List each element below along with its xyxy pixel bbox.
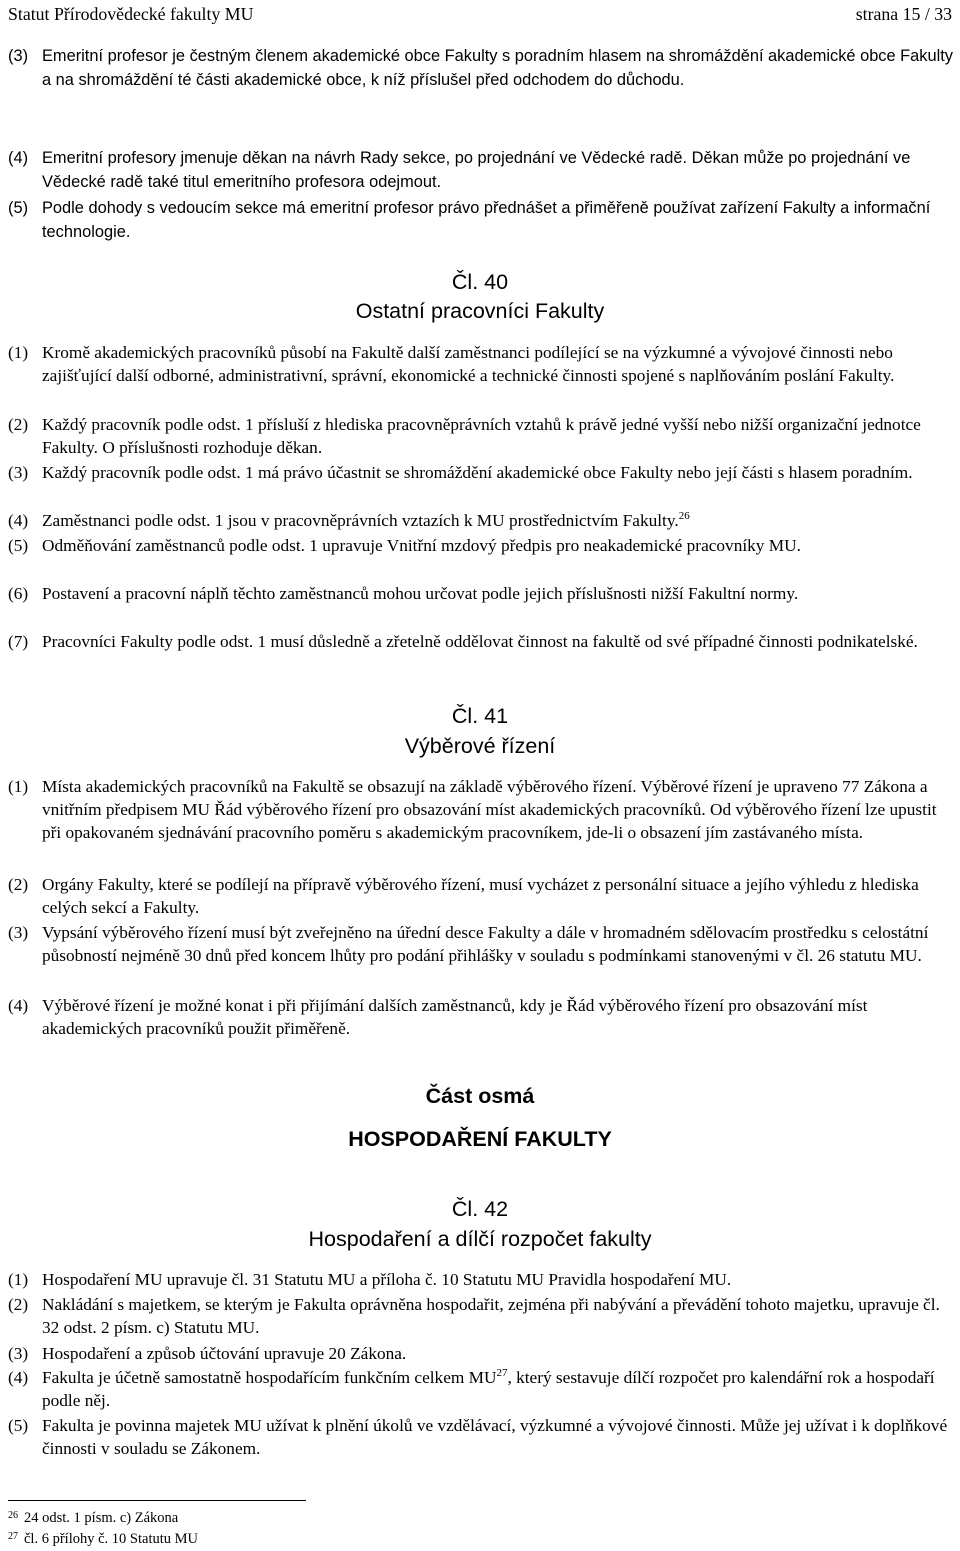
art42-paragraph-3: (3) Hospodaření a způsob účtování upravuje 20 Zákona. [8, 1344, 407, 1363]
art40-paragraph-7: (7) Pracovníci Fakulty podle odst. 1 musí důsledně a zřetelně oddělovat činnost na fakultě od své případné činnosti podnikatelské. [8, 632, 918, 651]
footnote-ref-27[interactable]: 27 [496, 1367, 508, 1379]
page-number: strana 15 / 33 [855, 4, 952, 24]
article-41-title: Výběrové řízení [404, 734, 556, 758]
art40-paragraph-1: (1) Kromě akademických pracovníků působí na Fakultě další zaměstnanci podílející se na výzkumné a vývojové činnosti nebo zajišťující další odborné, administrativní, správní, ekonomické a technické činnosti spojené s naplňováním poslání Fakulty. [8, 343, 895, 386]
art42-paragraph-1: (1) Hospodaření MU upravuje čl. 31 Statutu MU a příloha č. 10 Statutu MU Pravidla hospodaření MU. [8, 1270, 732, 1289]
art42-paragraph-4: (4) Fakulta je účetně samostatně hospodařícím funkčním celkem MU$^{27}$, který sestavuje dílčí rozpočet pro kalendářní rok a hospodaří podle něj. [8, 1367, 935, 1411]
document-header-title: Statut Přírodovědecké fakulty MU [8, 4, 254, 24]
art41-paragraph-1: (1) Místa akademických pracovníků na Fakultě se obsazují na základě výběrového řízení. Výběrové řízení je upraveno 77 Zákona a vnitřním předpisem MU Řád výběrového řízení pro obsazování míst akademických pracovníků. Od výběrového řízení lze upustit při opakovaném sjednávání pracovního poměru s akademickým pracovníkem, jde-li o obsazení jím zastávaného místa. [8, 777, 937, 843]
paragraph-5: (5) Podle dohody s vedoucím sekce má emeritní profesor právo přednášet a přiměřeně používat zařízení Fakulty a informační technologie. [8, 199, 931, 242]
article-41-number: Čl. 41 [451, 704, 509, 728]
paragraph-4: (4) Emeritní profesory jmenuje děkan na návrh Rady sekce, po projednání ve Vědecké radě. Děkan může po projednání ve Vědecké radě také titul emeritního profesora odejmout. [8, 149, 911, 192]
article-42-title: Hospodaření a dílčí rozpočet fakulty [308, 1227, 652, 1251]
article-40-title: Ostatní pracovníci Fakulty [355, 299, 605, 323]
art40-paragraph-2: (2) Každý pracovník podle odst. 1 přísluší z hlediska pracovněprávních vztahů k právě jedné vyšší nebo nižší organizační jednotce Fakulty. O příslušnosti rozhoduje děkan. [8, 415, 921, 458]
art41-paragraph-2: (2) Orgány Fakulty, které se podílejí na přípravě výběrového řízení, musí vycházet z personální situace a jejího výhledu z hlediska celých sekcí a Fakulty. [8, 875, 919, 918]
art42-paragraph-5: (5) Fakulta je povinna majetek MU užívat k plnění úkolů ve vzdělávací, výzkumné a vývojové činnosti. Může jej užívat i k doplňkové činnosti v souladu se Zákonem. [8, 1416, 948, 1459]
article-42-number: Čl. 42 [451, 1197, 509, 1221]
footnote-divider [8, 1500, 306, 1501]
part-title: HOSPODAŘENÍ FAKULTY [348, 1127, 612, 1151]
art40-paragraph-4: (4) Zaměstnanci podle odst. 1 jsou v pracovněprávních vztazích k MU prostřednictvím Fakulty.$^{26}$ [8, 510, 690, 530]
art40-paragraph-5: (5) Odměňování zaměstnanců podle odst. 1 upravuje Vnitřní mzdový předpis pro neakademické pracovníky MU. [8, 536, 801, 555]
art41-paragraph-3: (3) Vypsání výběrového řízení musí být zveřejněno na úřední desce Fakulty a dále v hromadném sdělovacím prostředku s celostátní působností nejméně 30 dnů před koncem lhůty pro podání přihlášky v souladu s podmínkami stanovenými v čl. 26 statutu MU. [8, 923, 929, 966]
art40-paragraph-3: (3) Každý pracovník podle odst. 1 má právo účastnit se shromáždění akademické obce Fakulty nebo její části s hlasem poradním. [8, 463, 913, 482]
paragraph-3: (3) Emeritní profesor je čestným členem akademické obce Fakulty s poradním hlasem na shromáždění akademické obce Fakulty a na shromáždění té části akademické obce, k níž příslušel před odchodem do důchodu. [8, 47, 954, 90]
art40-paragraph-6: (6) Postavení a pracovní náplň těchto zaměstnanců mohou určovat podle jejich příslušnosti nižší Fakultní normy. [8, 584, 799, 603]
footnote-26: $^{26}$ 24 odst. 1 písm. c) Zákona [8, 1510, 179, 1526]
art41-paragraph-4: (4) Výběrové řízení je možné konat i při přijímání dalších zaměstnanců, kdy je Řád výběrového řízení pro obsazování míst akademických pracovníků použit přiměřeně. [8, 996, 868, 1039]
article-40-number: Čl. 40 [451, 270, 509, 294]
footnote-ref-26[interactable]: 26 [678, 510, 690, 522]
art42-paragraph-2: (2) Nakládání s majetkem, se kterým je Fakulta oprávněna hospodařit, zejména při nabývání a převádění tohoto majetku, upravuje čl. 32 odst. 2 písm. c) Statutu MU. [8, 1295, 940, 1338]
footnote-27: $^{27}$ čl. 6 přílohy č. 10 Statutu MU [8, 1531, 198, 1547]
part-label: Část osmá [425, 1084, 535, 1108]
